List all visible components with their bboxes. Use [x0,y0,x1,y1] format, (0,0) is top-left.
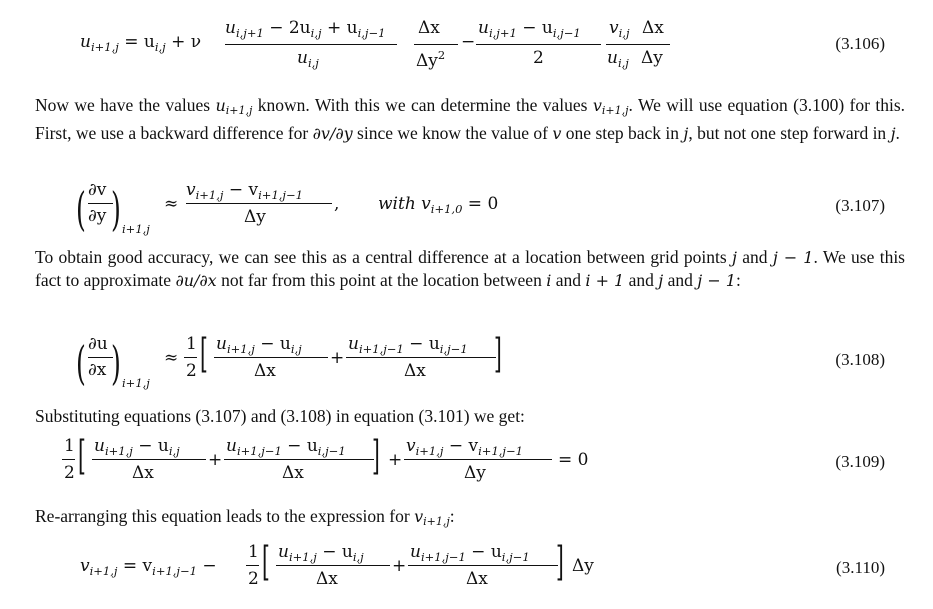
eq110-term2-numerator: $u_{i+1,j-1} - u_{i,j-1}$ [410,542,530,564]
eq109-term1-denominator: Δx [132,463,154,483]
eq110-term2-denominator: Δx [466,569,488,589]
eq107-approx: ≈ [164,194,179,214]
eq107-with-condition: with $v_{i+1,0} = 0$ [378,194,499,216]
eq109-plus-1: + [208,450,223,470]
eq107-partial-bar [88,203,113,204]
eq110-term1-denominator: Δx [316,569,338,589]
eq108-term2-numerator: $u_{i+1,j-1} - u_{i,j-1}$ [348,334,468,356]
eq110-term1-bar [276,565,390,566]
eq106-frac1-denominator: $u_{i,j}$ [297,48,319,70]
eq109-left-bracket: [ [78,433,86,479]
eq109-number: (3.109) [835,452,885,471]
eq106-frac2-numerator: Δx [418,18,440,38]
eq108-partial-bar [88,357,113,358]
eq109-half-den: 2 [64,463,75,483]
eq109-term1-bar [92,459,206,460]
eq109-term2-denominator: Δx [282,463,304,483]
eq109-term2-bar [224,459,374,460]
eq108-partial-num: ∂u [88,334,108,354]
eq108-left-bracket: [ [200,331,208,377]
paragraph-4: Re-arranging this equation leads to the expression for $v_{i+1,j}$: [35,506,455,528]
eq106-frac2-bar [414,44,458,45]
eq108-half-bar [184,357,197,358]
eq109-plus-2: + [388,450,403,470]
eq110-left-bracket: [ [262,539,270,585]
eq106-frac1-numerator: $u_{i,j+1} - 2u_{i,j} + u_{i,j-1}$ [225,18,386,40]
eq106-lhs: $u_{i+1,j} = u_{i,j} + \nu$ [80,32,202,54]
eq108-right-paren: ) [111,336,121,390]
paragraph-1: Now we have the values $u_{i+1,j}$ known. With this we can determine the values $v_{i+1,j}$. We will use equation (3.100) for this. First, we use a backward difference for ∂v/∂y since we know the value of v one step back in j, but not one step forward in j. [35,95,906,143]
eq107-left-paren: ( [76,182,86,236]
eq106-frac4-bar [606,44,640,45]
eq108-eval-sub: i+1,j [122,376,150,390]
eq108-partial-den: ∂x [88,360,107,380]
equation-3-106 [0,10,933,70]
eq107-partial-den: ∂y [88,206,107,226]
eq107-right-paren: ) [111,182,121,236]
equation-3-107 [0,176,933,236]
eq108-half-num: 1 [186,334,197,354]
equation-3-110 [0,540,933,600]
eq106-frac2-denominator: $\Delta y^2$ [416,48,446,71]
eq108-approx: ≈ [164,348,179,368]
eq106-frac5-bar [640,44,670,45]
eq106-frac4-denominator: $u_{i,j}$ [607,48,629,70]
eq109-term2-numerator: $u_{i+1,j-1} - u_{i,j-1}$ [226,436,346,458]
eq109-half-bar [62,459,75,460]
eq106-frac4-numerator: $v_{i,j}$ [609,18,630,40]
eq106-number: (3.106) [835,34,885,53]
eq110-plus: + [392,556,407,576]
equation-3-109 [0,434,933,494]
eq108-half-den: 2 [186,361,197,381]
eq108-term2-bar [346,357,496,358]
eq107-comma: , [334,194,340,214]
eq106-frac5-denominator: Δy [641,48,663,68]
eq109-right-bracket: ] [372,433,380,479]
eq110-half-den: 2 [248,569,259,589]
eq106-frac3-denominator: 2 [533,48,544,68]
eq109-term3-numerator: $v_{i+1,j} - v_{i+1,j-1}$ [406,436,523,458]
eq108-term1-denominator: Δx [254,361,276,381]
eq106-frac1-bar [225,44,397,45]
eq107-frac-numerator: $v_{i+1,j} - v_{i+1,j-1}$ [186,180,303,202]
eq110-right-bracket: ] [556,539,564,585]
eq109-term1-numerator: $u_{i+1,j} - u_{i,j}$ [94,436,180,458]
eq107-frac-denominator: Δy [244,207,266,227]
eq110-half-bar [246,565,259,566]
eq106-minus: − [461,32,476,52]
equation-3-108 [0,331,933,394]
eq110-term1-numerator: $u_{i+1,j} - u_{i,j}$ [278,542,364,564]
eq107-eval-sub: i+1,j [122,222,150,236]
eq107-partial-num: ∂v [88,180,107,200]
paragraph-2: To obtain good accuracy, we can see this as a central difference at a location between grid points j and j − 1. We use this fact to approximate ∂u/∂x not far from this point at the location between i and i + 1 and j and j − 1: [35,247,905,290]
eq109-equals-zero: = 0 [558,450,589,470]
eq110-term2-bar [408,565,558,566]
paragraph-3: Substituting equations (3.107) and (3.108) in equation (3.101) we get: [35,406,525,426]
eq106-frac5-numerator: Δx [642,18,664,38]
eq110-lhs: $v_{i+1,j} = v_{i+1,j-1}$ − [80,556,217,578]
eq106-frac3-numerator: $u_{i,j+1} - u_{i,j-1}$ [478,18,581,40]
eq108-plus: + [330,348,345,368]
eq108-term2-denominator: Δx [404,361,426,381]
eq108-number: (3.108) [835,350,885,369]
eq108-left-paren: ( [76,336,86,390]
eq110-half-num: 1 [248,542,259,562]
eq106-frac3-bar [476,44,601,45]
eq107-number: (3.107) [835,196,885,215]
eq108-term1-numerator: $u_{i+1,j} - u_{i,j}$ [216,334,302,356]
eq109-half-num: 1 [64,436,75,456]
eq108-term1-bar [214,357,328,358]
eq110-number: (3.110) [836,558,885,577]
eq109-term3-denominator: Δy [464,463,486,483]
eq110-dy: Δy [572,556,594,576]
eq109-term3-bar [404,459,552,460]
eq108-right-bracket: ] [494,331,502,377]
eq107-frac-bar [186,203,332,204]
